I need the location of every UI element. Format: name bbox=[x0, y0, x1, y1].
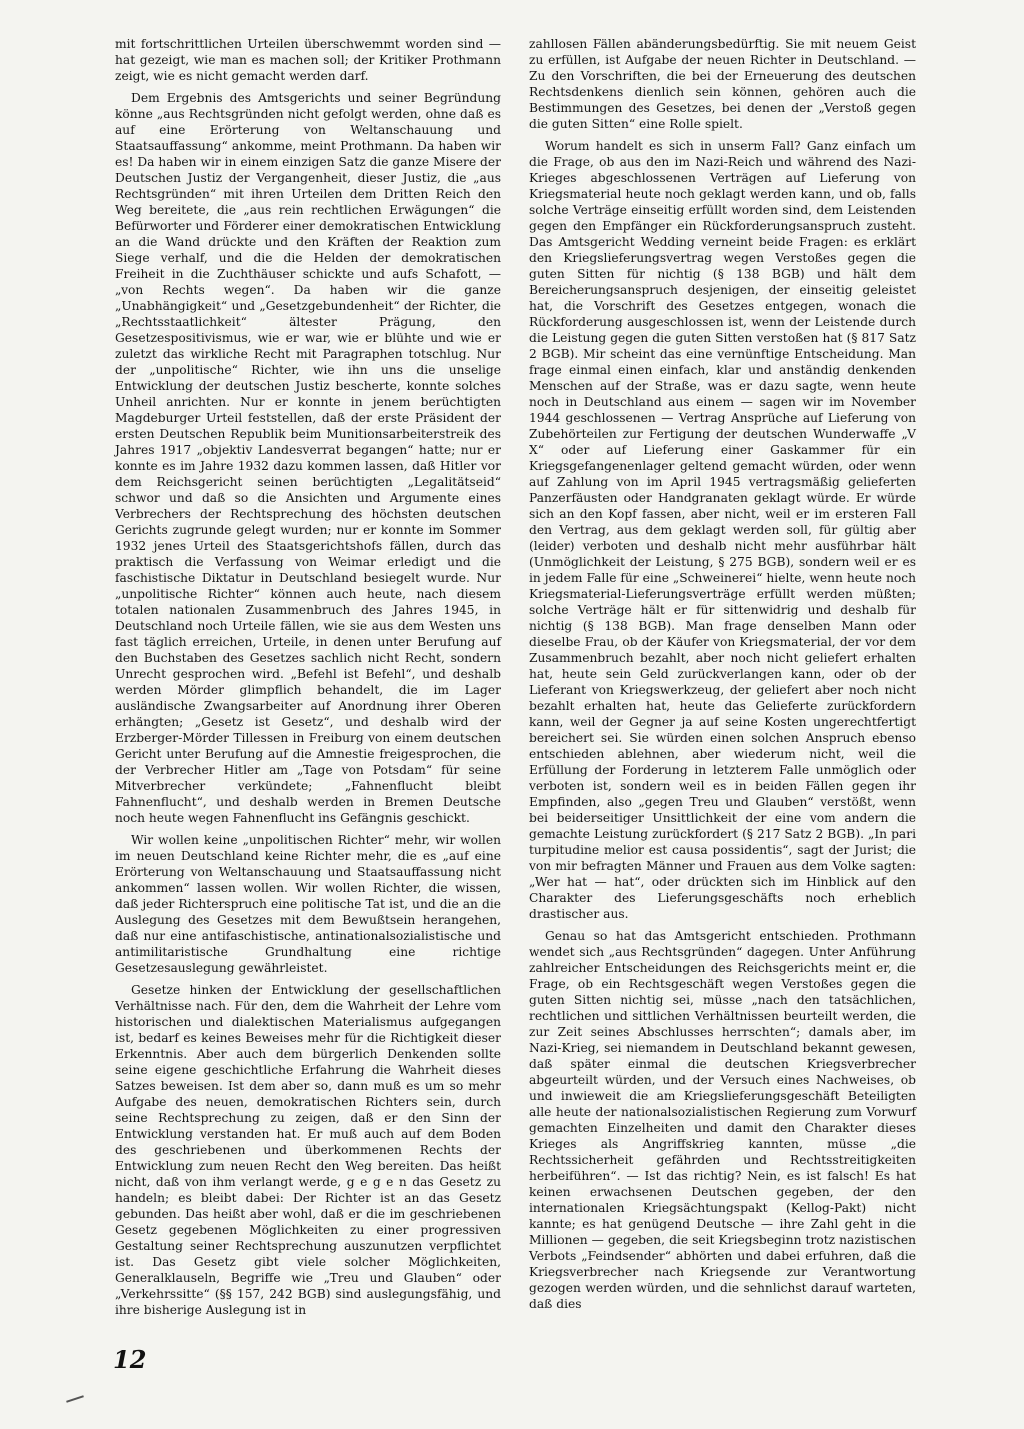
paragraph: Worum handelt es sich in unserm Fall? Ganz einfach um die Frage, ob aus den im Nazi-Reich und während des Nazi-Krieges abgeschlossenen Verträgen auf Lieferung von Kriegsmaterial heute noch geklagt werden kann, und ob, falls solche Verträge einseitig erfüllt worden sind, dem Leistenden gegen den Empfänger ein Rückforderungsanspruch zusteht. Das Amtsgericht Wedding verneint beide Fragen: es erklärt den Kriegslieferungsvertrag wegen Verstoßes gegen die guten Sitten für nichtig (§ 138 BGB) und hält dem Bereicherungsanspruch desjenigen, der einseitig geleistet hat, die Vorschrift des Gesetzes entgegen, wonach die Rückforderung ausgeschlossen ist, wenn der Leistende durch die Leistung gegen die guten Sitten verstoßen hat (§ 817 Satz 2 BGB). Mir scheint das eine vernünftige Entscheidung. Man frage einmal einen einfach, klar und anständig denkenden Menschen auf der Straße, was er dazu sagte, wenn heute noch in Deutschland aus einem — sagen wir im November 1944 geschlossenen — Vertrag Ansprüche auf Lieferung von Zubehörteilen zur Fertigung der deutschen Wunderwaffe „V X“ oder auf Lieferung einer Gaskammer für ein Kriegsgefangenenlager geltend gemacht würden, oder wenn auf Zahlung von im April 1945 vertragsmäßig gelieferten Panzerfäusten oder Handgranaten geklagt würde. Er würde sich an den Kopf fassen, aber nicht, weil er im ersteren Fall den Vertrag, aus dem geklagt werden soll, für gültig aber (leider) verboten und deshalb nicht mehr ausführbar hält (Unmöglichkeit der Leistung, § 275 BGB), sondern weil er es in jedem Falle für eine „Schweinerei“ hielte, wenn heute noch Kriegsmaterial-Lieferungsverträge erfüllt werden müßten; solche Verträge hält er für sittenwidrig und deshalb für nichtig (§ 138 BGB). Man frage denselben Mann oder dieselbe Frau, ob der Käufer von Kriegsmaterial, der vor dem Zusammenbruch bezahlt, aber noch nicht geliefert erhalten hat, heute sein Geld zurückverlangen kann, oder ob der Lieferant von Kriegswerkzeug, der geliefert aber noch nicht bezahlt erhalten hat, heute das Gelieferte zurückfordern kann, weil der Gegner ja auf seine Kosten ungerechtfertigt bereichert sei. Sie würden einen solchen Anspruch ebenso entschieden ablehnen, aber wiederum nicht, weil die Erfüllung der Forderung in letzterem Falle unmöglich oder verboten ist, sondern weil es in beiden Fällen gegen ihr Empfinden, also „gegen Treu und Glauben“ verstößt, wenn bei beiderseitiger Unsittlichkeit der eine vom andern die gemachte Leistung zurückfordert (§ 217 Satz 2 BGB). „In pari turpitudine melior est causa possidentis“, sagt der Jurist; die von mir befragten Männer und Frauen aus dem Volke sagten: „Wer hat — hat“, oder drückten sich im Hinblick auf den Charakter des Lieferungsgeschäfts noch erheblich drastischer aus. bbox=[529, 139, 916, 921]
paragraph: mit fortschrittlichen Urteilen überschwemmt worden sind — hat gezeigt, wie man es machen soll; der Kritiker Prothmann zeigt, wie es nicht gemacht werden darf. bbox=[115, 37, 501, 83]
paragraph: Gesetze hinken der Entwicklung der gesellschaftlichen Verhältnisse nach. Für den, dem die Wahrheit der Lehre vom historischen und dialektischen Materialismus aufgegangen ist, bedarf es keines Beweises mehr für die Richtigkeit dieser Erkenntnis. Aber auch dem bürgerlich Denkenden sollte seine eigene geschichtliche Erfahrung die Wahrheit dieses Satzes beweisen. Ist dem aber so, dann muß es um so mehr Aufgabe des neuen, demokratischen Richters sein, durch seine Rechtsprechung zu zeigen, daß er den Sinn der Entwicklung verstanden hat. Er muß auch auf dem Boden des geschriebenen und überkommenen Rechts der Entwicklung zum neuen Recht den Weg bereiten. Das heißt nicht, daß von ihm verlangt werde, g e g e n das Gesetz zu handeln; es bleibt dabei: Der Richter ist an das Gesetz gebunden. Das heißt aber wohl, daß er die im geschriebenen Gesetz gegebenen Möglichkeiten zu einer progressiven Gestaltung seiner Rechtsprechung auszunutzen verpflichtet ist. Das Gesetz gibt viele solcher Möglichkeiten, Generalklauseln, Begriffe wie „Treu und Glauben“ oder „Verkehrssitte“ (§§ 157, 242 BGB) sind auslegungsfähig, und ihre bisherige Auslegung ist in bbox=[115, 983, 501, 1317]
page-number: 12 bbox=[113, 1345, 147, 1374]
left-column bbox=[115, 36, 501, 1324]
right-column bbox=[529, 36, 916, 1318]
paragraph: zahllosen Fällen abänderungsbedürftig. Sie mit neuem Geist zu erfüllen, ist Aufgabe der neuen Richter in Deutschland. — Zu den Vorschriften, die bei der Erneuerung des deutschen Rechtsdenkens dienlich sein können, gehören auch die Bestimmungen des Gesetzes, bei denen der „Verstoß gegen die guten Sitten“ eine Rolle spielt. bbox=[529, 37, 916, 131]
paragraph: Dem Ergebnis des Amtsgerichts und seiner Begründung könne „aus Rechtsgründen nicht gefolgt werden, ohne daß es auf eine Erörterung von Weltanschauung und Staatsauffassung“ ankomme, meint Prothmann. Da haben wir es! Da haben wir in einem einzigen Satz die ganze Misere der Deutschen Justiz der Vergangenheit, dieser Justiz, die „aus Rechtsgründen“ mit ihren Urteilen dem Dritten Reich den Weg bereitete, die „aus rein rechtlichen Erwägungen“ die Befürworter und Förderer einer demokratischen Entwicklung an die Wand drückte und den Kräften der Reaktion zum Siege verhalf, und die die Helden der demokratischen Freiheit in die Zuchthäuser schickte und aufs Schafott, — „von Rechts wegen“. Da haben wir die ganze „Unabhängigkeit“ und „Gesetzgebundenheit“ der Richter, die „Rechtsstaatlichkeit“ ältester Prägung, den Gesetzespositivismus, wie er war, wie er blühte und wie er zuletzt das wirkliche Recht mit Paragraphen totschlug. Nur der „unpolitische“ Richter, wie ihn uns die unselige Entwicklung der deutschen Justiz bescherte, konnte solches Unheil anrichten. Nur er konnte in jenem berüchtigten Magdeburger Urteil feststellen, daß der erste Präsident der ersten Deutschen Republik beim Munitionsarbeiterstreik des Jahres 1917 „objektiv Landesverrat begangen“ hatte; nur er konnte es im Jahre 1932 dazu kommen lassen, daß Hitler vor dem Reichsgericht seinen berüchtigten „Legalitätseid“ schwor und daß so die Ansichten und Argumente eines Verbrechers der Rechtsprechung des höchsten deutschen Gerichts zugrunde gelegt wurden; nur er konnte im Sommer 1932 jenes Urteil des Staatsgerichtshofs fällen, durch das praktisch die Verfassung von Weimar erledigt und die faschistische Diktatur in Deutschland besiegelt wurde. Nur „unpolitische Richter“ können auch heute, nach diesem totalen nationalen Zusammenbruch des Jahres 1945, in Deutschland noch Urteile fällen, wie sie aus dem Westen uns fast täglich erreichen, Urteile, in denen unter Berufung auf den Buchstaben des Gesetzes sachlich nicht Recht, sondern Unrecht gesprochen wird. „Befehl ist Befehl“, und deshalb werden Mörder glimpflich behandelt, die im Lager ausländische Zwangsarbeiter auf Anordnung ihrer Oberen erhängten; „Gesetz ist Gesetz“, und deshalb wird der Erzberger-Mörder Tillessen in Freiburg von einem deutschen Gericht unter Berufung auf die Amnestie freigesprochen, die der Verbrecher Hitler am „Tage von Potsdam“ für seine Mitverbrecher verkündete; „Fahnenflucht bleibt Fahnenflucht“, und deshalb werden in Bremen Deutsche noch heute wegen Fahnenflucht ins Gefängnis geschickt. bbox=[115, 91, 501, 825]
paragraph: Genau so hat das Amtsgericht entschieden. Prothmann wendet sich „aus Rechtsgründen“ dagegen. Unter Anführung zahlreicher Entscheidungen des Reichsgerichts meint er, die Frage, ob ein Rechtsgeschäft wegen Verstoßes gegen die guten Sitten nichtig sei, müsse „nach den tatsächlichen, rechtlichen und sittlichen Verhältnissen beurteilt werden, die zur Zeit seines Abschlusses herrschten“; damals aber, im Nazi-Krieg, sei niemandem in Deutschland bekannt gewesen, daß später einmal die deutschen Kriegsverbrecher abgeurteilt würden, und der Versuch eines Nachweises, ob und inwieweit die am Kriegslieferungsgeschäft Beteiligten alle heute der nationalsozialistischen Regierung zum Vorwurf gemachten Einzelheiten und damit den Charakter dieses Krieges als Angriffskrieg kannten, müsse „die Rechtssicherheit gefährden und Rechtsstreitigkeiten herbeiführen“. — Ist das richtig? Nein, es ist falsch! Es hat keinen erwachsenen Deutschen gegeben, der den internationalen Kriegsächtungspakt (Kellog-Pakt) nicht kannte; es hat genügend Deutsche — ihre Zahl geht in die Millionen — gegeben, die seit Kriegsbeginn trotz nazistischen Verbots „Feindsender“ abhörten und dabei erfuhren, daß die Kriegsverbrecher nach Kriegsende zur Verantwortung gezogen werden würden, und die sehnlichst darauf warteten, daß dies bbox=[529, 929, 916, 1311]
pencil-mark bbox=[66, 1395, 84, 1402]
paragraph: Wir wollen keine „unpolitischen Richter“ mehr, wir wollen im neuen Deutschland keine Richter mehr, die es „auf eine Erörterung von Weltanschauung und Staatsauffassung nicht ankommen“ lassen wollen. Wir wollen Richter, die wissen, daß jeder Richterspruch eine politische Tat ist, und die an die Auslegung des Gesetzes mit dem Bewußtsein herangehen, daß nur eine antifaschistische, antinationalsozialistische und antimilitaristische Grundhaltung eine richtige Gesetzesauslegung gewährleistet. bbox=[115, 833, 501, 975]
